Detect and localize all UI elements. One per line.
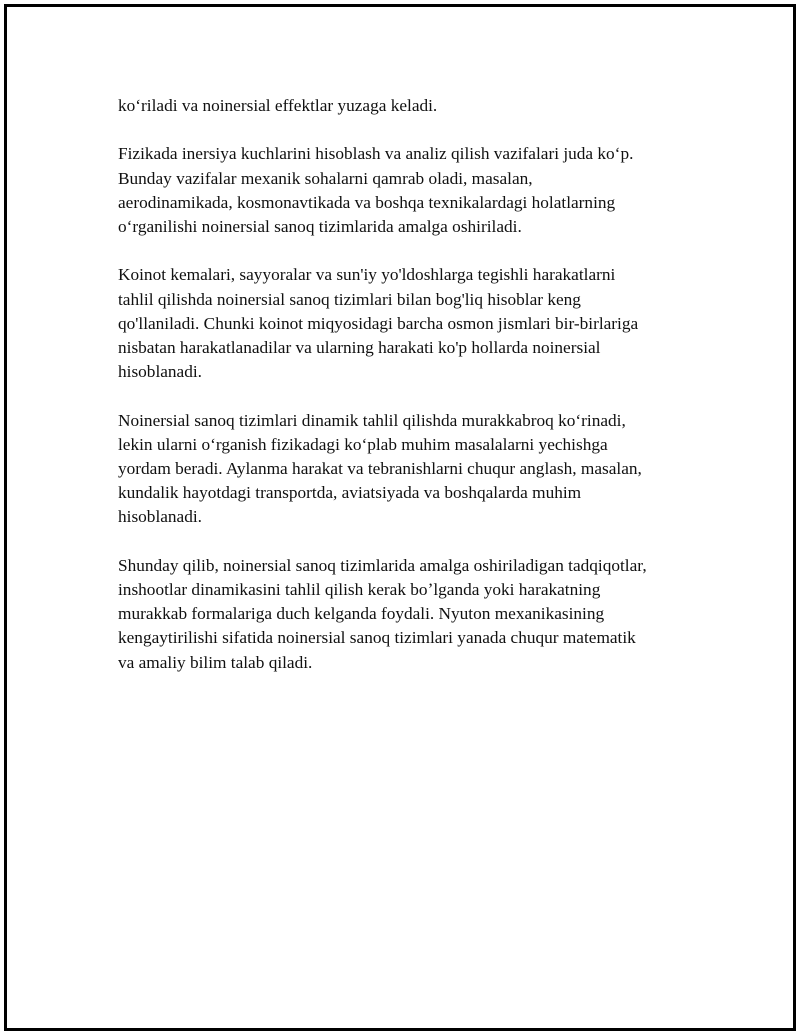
paragraph-5 — [118, 554, 698, 675]
text-line: kundalik hayotdagi transportda, aviatsiyada va boshqalarda muhim — [118, 483, 582, 503]
text-line: aerodinamikada, kosmonavtikada va boshqa texnikalardagi holatlarning — [118, 192, 616, 212]
text-line: Shunday qilib, noinersial sanoq tizimlarida amalga oshiriladigan tadqiqotlar, — [118, 555, 647, 575]
text-line: Koinot kemalari, sayyoralar va sun'iy yo'ldoshlarga tegishli harakatlarni — [118, 265, 616, 285]
document-body — [118, 94, 698, 699]
text-line: murakkab formalariga duch kelganda foydali. Nyuton mexanikasining — [118, 604, 605, 624]
text-line: Noinersial sanoq tizimlari dinamik tahlil qilishda murakkabroq koʻrinadi, — [118, 410, 626, 430]
text-line: Fizikada inersiya kuchlarini hisoblash va analiz qilish vazifalari juda koʻp. — [118, 144, 634, 164]
text-line: Bunday vazifalar mexanik sohalarni qamrab oladi, masalan, — [118, 168, 533, 188]
paragraph-3 — [118, 263, 698, 384]
paragraph-2 — [118, 142, 698, 239]
text-line: qo'llaniladi. Chunki koinot miqyosidagi barcha osmon jismlari bir-birlariga — [118, 313, 639, 333]
text-line: yordam beradi. Aylanma harakat va tebranishlarni chuqur anglash, masalan, — [118, 459, 642, 478]
text-line: koʻriladi va noinersial effektlar yuzaga keladi. — [118, 96, 438, 115]
paragraph-1 — [118, 94, 698, 118]
text-line: oʻrganilishi noinersial sanoq tizimlarida amalga oshiriladi. — [118, 217, 522, 236]
text-line: hisoblanadi. — [118, 507, 202, 527]
text-line: tahlil qilishda noinersial sanoq tizimlari bilan bog'liq hisoblar keng — [118, 289, 581, 309]
text-line: va amaliy bilim talab qiladi. — [118, 652, 313, 672]
text-line: nisbatan harakatlanadilar va ularning harakati ko'p hollarda noinersial — [118, 338, 601, 357]
text-line: lekin ularni oʻrganish fizikadagi koʻplab muhim masalalarni yechishga — [118, 434, 608, 454]
paragraph-4 — [118, 409, 698, 530]
text-line: inshootlar dinamikasini tahlil qilish kerak boʼlganda yoki harakatning — [118, 580, 601, 599]
text-line: hisoblanadi. — [118, 362, 202, 382]
text-line: kengaytirilishi sifatida noinersial sanoq tizimlari yanada chuqur matematik — [118, 628, 636, 648]
